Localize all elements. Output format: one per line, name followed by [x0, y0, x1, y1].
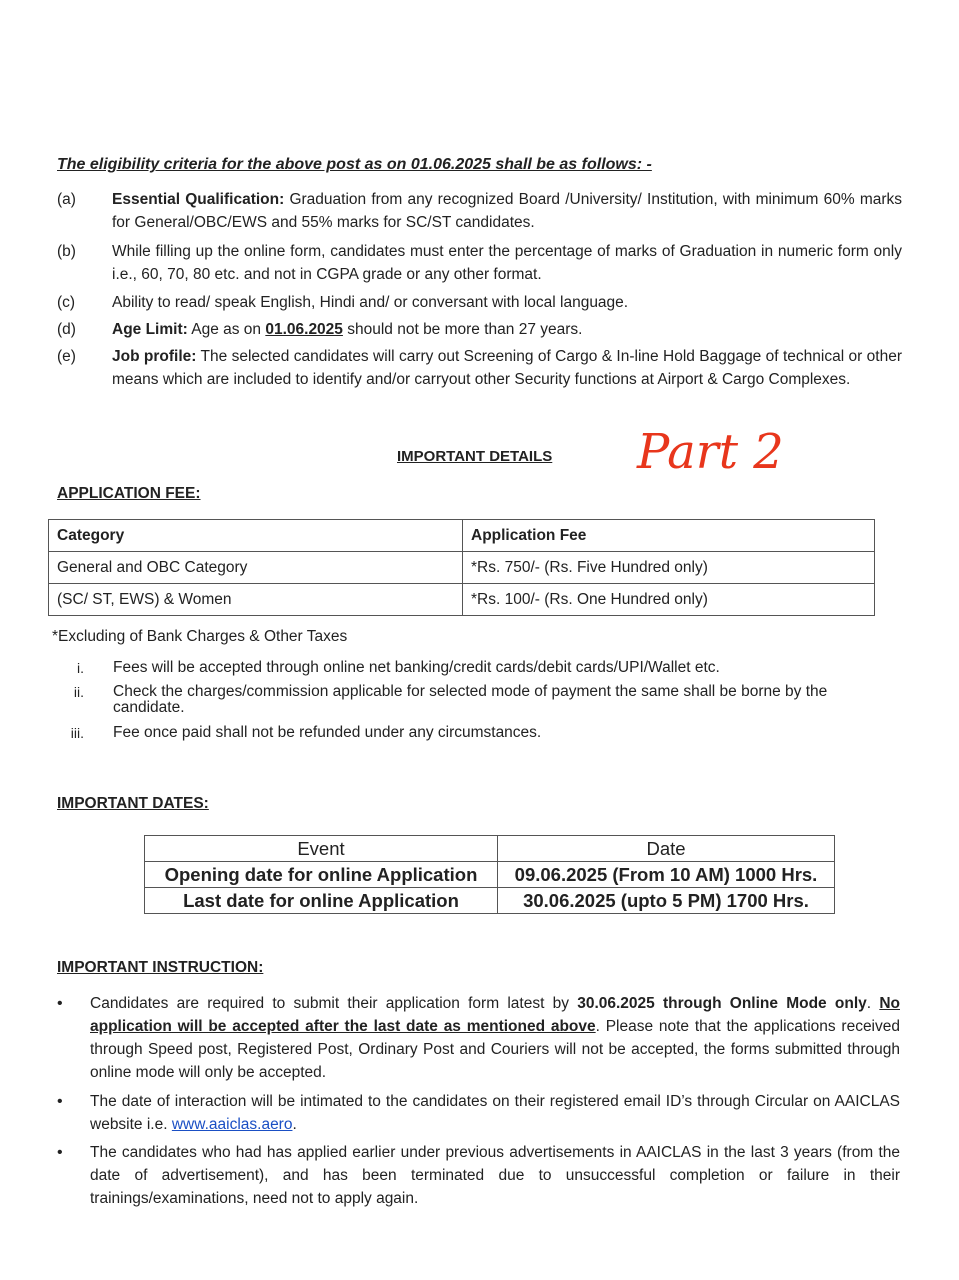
table-header-row	[145, 836, 835, 862]
instruction-text: The date of interaction will be intimated to the candidates on their registered email ID’s through Circular on AAICLAS website i.e.	[90, 1093, 900, 1133]
application-fee-heading: APPLICATION FEE:	[57, 485, 201, 502]
fee-point-text: Fee once paid shall not be refunded under any circumstances.	[113, 724, 542, 741]
criteria-label: (c)	[57, 294, 76, 311]
important-dates-table	[144, 835, 835, 914]
table-row	[49, 584, 875, 616]
table-cell: *Rs. 750/- (Rs. Five Hundred only)	[463, 552, 875, 584]
fee-note: *Excluding of Bank Charges & Other Taxes	[52, 628, 348, 645]
fee-point-text: Fees will be accepted through online net banking/credit cards/debit cards/UPI/Wallet etc.	[113, 659, 720, 676]
aaiclas-website-link[interactable]: www.aaiclas.aero	[171, 1116, 293, 1133]
criteria-label: (a)	[57, 191, 76, 208]
criteria-bold-label: Essential Qualification:	[112, 191, 285, 208]
instruction-text: Candidates are required to submit their application form latest by	[90, 995, 578, 1012]
bullet-icon: •	[57, 995, 63, 1012]
table-cell: Last date for online Application	[145, 888, 498, 914]
instruction-text: The candidates who had has applied earlier under previous advertisements in AAICLAS in the last 3 years (from the date of advertisement), and has been terminated due to unsuccessful completion or failure in their trainings/examinations, need not to apply again.	[90, 1144, 900, 1207]
table-row	[49, 552, 875, 584]
fee-point-number: i.	[77, 660, 84, 676]
criteria-text: Age as on	[187, 321, 266, 338]
table-row	[145, 888, 835, 914]
table-row	[145, 862, 835, 888]
instruction-text: .	[292, 1116, 297, 1133]
application-fee-table	[48, 519, 875, 616]
important-dates-heading: IMPORTANT DATES:	[57, 795, 209, 812]
table-header-cell: Date	[498, 836, 835, 862]
table-cell: *Rs. 100/- (Rs. One Hundred only)	[463, 584, 875, 616]
criteria-text: Ability to read/ speak English, Hindi and/ or conversant with local language.	[112, 294, 629, 311]
table-cell: General and OBC Category	[49, 552, 463, 584]
criteria-text: should not be more than 27 years.	[342, 321, 583, 338]
bullet-icon: •	[57, 1093, 63, 1110]
age-date: 01.06.2025	[265, 321, 343, 338]
instruction-text: .	[866, 995, 880, 1012]
fee-point-number: iii.	[70, 725, 84, 741]
criteria-bold-label: Job profile:	[112, 348, 197, 365]
table-header-cell: Category	[49, 520, 463, 552]
criteria-label: (b)	[57, 243, 76, 260]
instruction-underline: No application will be accepted after the last date as mentioned above	[90, 995, 900, 1035]
criteria-label: (d)	[57, 321, 76, 338]
part-2-annotation: Part 2	[637, 424, 784, 480]
criteria-text: Graduation from any recognized Board /University/ Institution, with minimum 60% marks for General/OBC/EWS and 55% marks for SC/ST candidates.	[112, 191, 903, 231]
important-instruction-heading: IMPORTANT INSTRUCTION:	[57, 959, 264, 976]
fee-point-text: Check the charges/commission applicable for selected mode of payment the same shall be borne by the candidate.	[113, 683, 828, 716]
criteria-label: (e)	[57, 348, 76, 365]
table-header-cell: Application Fee	[463, 520, 875, 552]
important-details-heading: IMPORTANT DETAILS	[397, 448, 553, 465]
table-cell: 09.06.2025 (From 10 AM) 1000 Hrs.	[498, 862, 835, 888]
table-cell: Opening date for online Application	[145, 862, 498, 888]
table-header-cell: Event	[145, 836, 498, 862]
fee-point-number: ii.	[73, 684, 84, 700]
table-cell: (SC/ ST, EWS) & Women	[49, 584, 463, 616]
criteria-text: The selected candidates will carry out Screening of Cargo & In-line Hold Baggage of technical or other means which are included to identify and/or carryout other Security functions at Airport & Cargo Complexes.	[112, 348, 902, 388]
table-cell: 30.06.2025 (upto 5 PM) 1700 Hrs.	[498, 888, 835, 914]
eligibility-title: The eligibility criteria for the above post as on 01.06.2025 shall be as follows: -	[57, 156, 652, 173]
bullet-icon: •	[57, 1144, 63, 1161]
criteria-bold-label: Age Limit:	[112, 321, 188, 338]
criteria-text: While filling up the online form, candidates must enter the percentage of marks of Graduation in numeric form only i.e., 60, 70, 80 etc. and not in CGPA grade or any other format.	[112, 243, 902, 283]
table-header-row	[49, 520, 875, 552]
instruction-bold: 30.06.2025 through Online Mode only	[577, 995, 867, 1012]
instruction-text: . Please note that the applications received through Speed post, Registered Post, Ordinary Post and Couriers will not be accepted, the forms submitted through online mode will only be accepted.	[90, 1018, 900, 1081]
